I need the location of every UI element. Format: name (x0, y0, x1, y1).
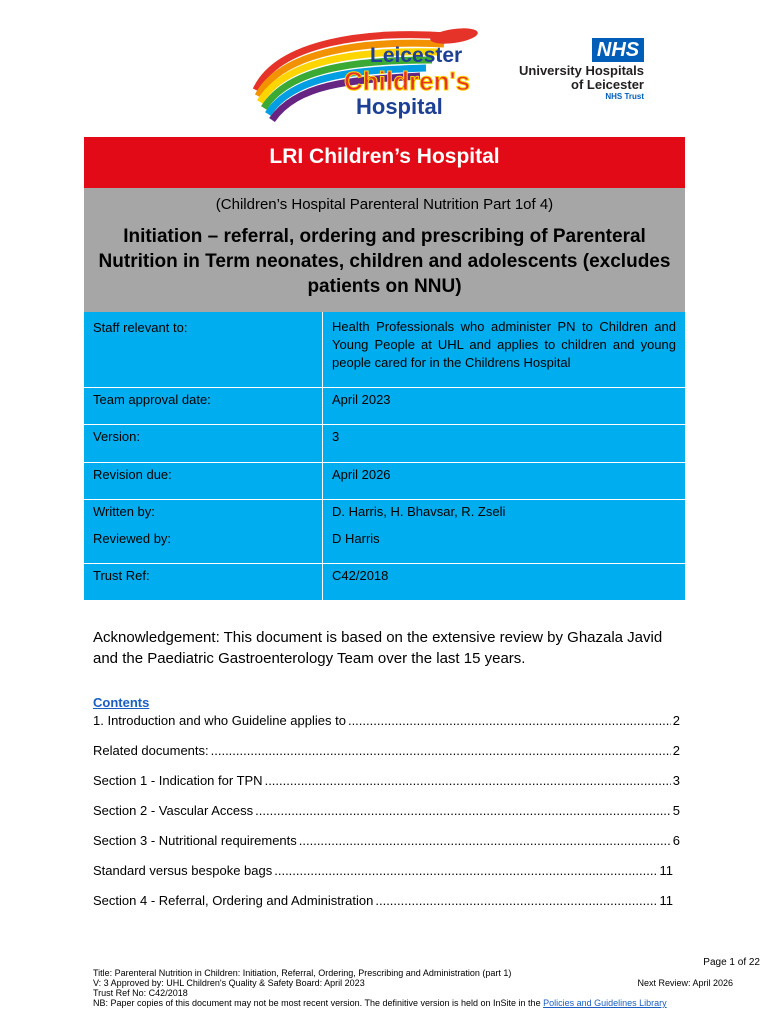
table-row (84, 424, 685, 463)
toc-title: Related documents: (93, 743, 209, 758)
logo-word-hospital: Hospital (356, 94, 443, 119)
toc-title: Section 2 - Vascular Access (93, 803, 254, 818)
toc-page: 11 (659, 863, 673, 878)
nhs-line-1: University Hospitals (519, 63, 644, 78)
title-banner: LRI Children’s Hospital (84, 137, 685, 188)
toc-item[interactable] (93, 863, 673, 878)
table-row (84, 312, 685, 387)
acknowledgement: Acknowledgement: This document is based on the extensive review by Ghazala Javid and the Paediatric Gastroenterology Team over the last 15 years. (93, 629, 663, 667)
footer-nb-text: NB: Paper copies of this document may not be most recent version. The definitive version is held on InSite in the (93, 998, 544, 1008)
footer-nb (93, 998, 743, 1008)
toc-title: 1. Introduction and who Guideline applies to (93, 713, 346, 728)
table-row (84, 462, 685, 500)
table-value: C42/2018 (332, 568, 389, 583)
toc-title: Standard versus bespoke bags (93, 863, 273, 878)
footer (93, 968, 743, 1008)
toc-item[interactable] (93, 773, 680, 788)
table-value: Health Professionals who administer PN to Children and Young People at UHL and applies to children and young people cared for in the Childrens Hospital (332, 319, 676, 370)
table-value: 3 (332, 429, 340, 444)
table-row (84, 387, 685, 425)
table-row (84, 563, 685, 601)
nhs-badge: NHS (592, 38, 644, 62)
childrens-hospital-logo (248, 22, 484, 122)
toc-title: Section 1 - Indication for TPN (93, 773, 263, 788)
document-title: Initiation – referral, ordering and prescribing of Parenteral Nutrition in Term neonates, children and adolescents (excludes patients on NNU) (98, 226, 671, 297)
toc-page: 2 (672, 743, 680, 758)
toc-page: 11 (659, 893, 673, 908)
table-label: Staff relevant to: (93, 320, 188, 335)
table-label: Written by: (93, 504, 155, 519)
title-block (84, 188, 685, 312)
table-value: April 2026 (332, 467, 391, 482)
toc-page: 6 (672, 833, 680, 848)
footer-approval: V: 3 Approved by: UHL Children's Quality & Safety Board: April 2023 (93, 978, 365, 988)
table-value: D. Harris, H. Bhavsar, R. Zseli (332, 504, 506, 519)
table-value: D Harris (332, 531, 380, 546)
toc-page: 3 (672, 773, 680, 788)
toc-item[interactable] (93, 713, 680, 728)
contents-heading[interactable]: Contents (93, 695, 150, 710)
toc-title: Section 4 - Referral, Ordering and Administration (93, 893, 374, 908)
logo-word-childrens: Children's (344, 66, 471, 96)
document-subtitle: (Children’s Hospital Parenteral Nutrition Part 1of 4) (215, 196, 554, 213)
toc-item[interactable] (93, 833, 680, 848)
footer-trust-ref: Trust Ref No: C42/2018 (93, 988, 188, 998)
table-value: April 2023 (332, 392, 391, 407)
table-label: Reviewed by: (93, 531, 172, 546)
toc-title: Section 3 - Nutritional requirements (93, 833, 297, 848)
nhs-line-3: NHS Trust (605, 92, 644, 101)
table-label: Revision due: (93, 467, 172, 482)
footer-title: Title: Parenteral Nutrition in Children: Initiation, Referral, Ordering, Prescribing and Administration (part 1) (93, 968, 512, 978)
document-info-table (84, 312, 685, 600)
footer-next-review: Next Review: April 2026 (637, 978, 733, 988)
logo-word-leicester: Leicester (370, 44, 463, 67)
nhs-logo (504, 38, 644, 100)
toc-item[interactable] (93, 743, 680, 758)
table-label: Version: (93, 429, 140, 444)
table-label: Trust Ref: (93, 568, 150, 583)
toc-item[interactable] (93, 803, 680, 818)
toc-item[interactable] (93, 893, 673, 908)
page-number: Page 1 of 22 (703, 957, 760, 968)
policies-library-link[interactable]: Policies and Guidelines Library (543, 998, 667, 1008)
nhs-line-2: of Leicester (571, 77, 644, 92)
rainbow-swoosh-icon (248, 22, 484, 122)
toc-page: 2 (672, 713, 680, 728)
table-label: Team approval date: (93, 392, 211, 407)
toc-page: 5 (672, 803, 680, 818)
table-row (84, 499, 685, 564)
